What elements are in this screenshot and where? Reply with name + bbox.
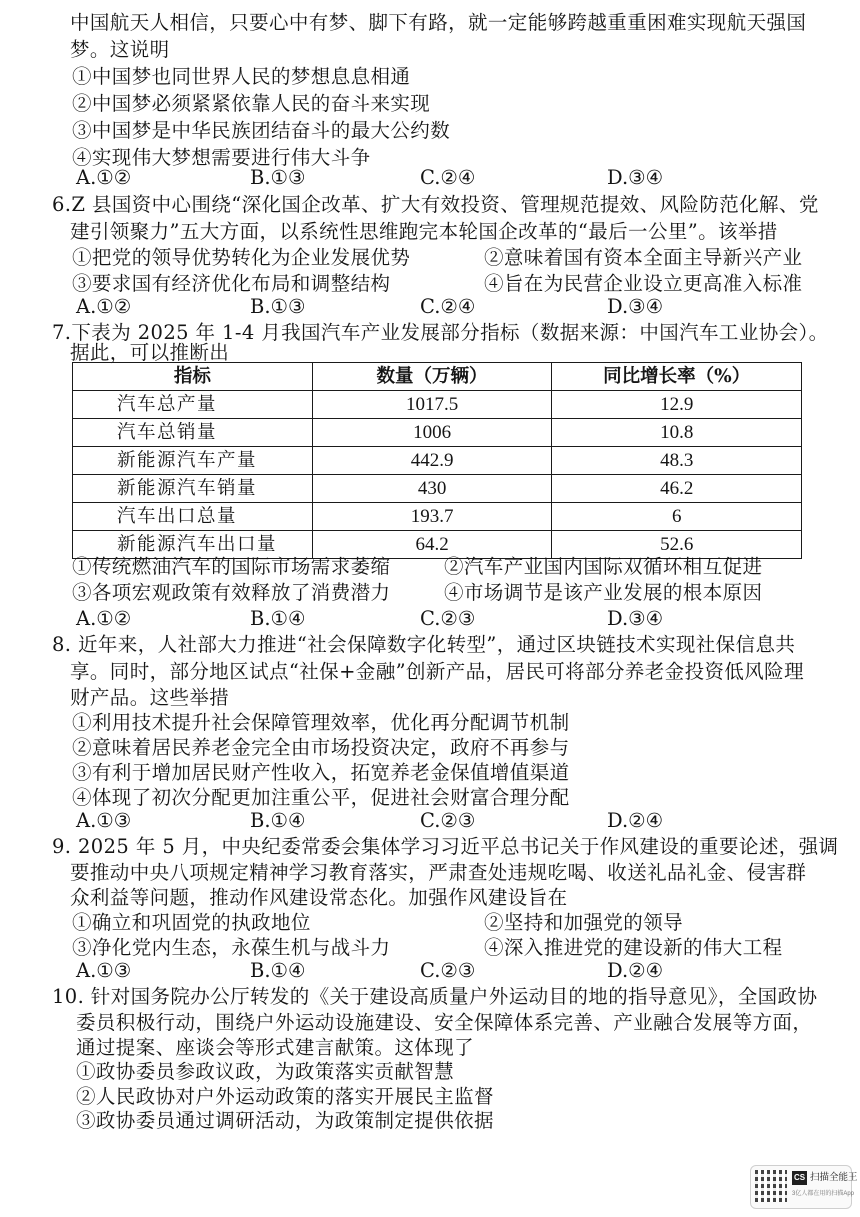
scanner-watermark [750, 1165, 858, 1209]
q6-line-1: 6.Z 县国资中心围绕“深化国企改革、扩大有效投资、管理规范提效、风险防范化解、党 [52, 193, 819, 216]
table-cell-growth: 12.9 [552, 391, 802, 419]
q9-line-1: 9. 2025 年 5 月，中央纪委常委会集体学习习近平总书记关于作风建设的重要论述，强调 [52, 835, 839, 858]
table-cell-indicator: 汽车出口总量 [73, 503, 313, 531]
q9-item-1: ①确立和巩固党的执政地位 [72, 911, 311, 934]
intro-choice-a: A.①② [76, 166, 132, 189]
q8-line-1: 8. 近年来，人社部大力推进“社会保障数字化转型”，通过区块链技术实现社保信息共 [52, 633, 796, 656]
q8-choice-a: A.①③ [76, 809, 132, 832]
q10-item-1: ①政协委员参政议政，为政策落实贡献智慧 [76, 1060, 455, 1083]
table-cell-indicator: 汽车总销量 [73, 419, 313, 447]
q6-line-2: 建引领聚力”五大方面，以系统性思维跑完本轮国企改革的“最后一公里”。该举措 [70, 220, 778, 243]
table-cell-indicator: 新能源汽车销量 [73, 475, 313, 503]
table-cell-indicator: 新能源汽车产量 [73, 447, 313, 475]
q8-choice-d: D.②④ [607, 809, 664, 832]
intro-choice-c: C.②④ [420, 166, 476, 189]
q9-item-4: ④深入推进党的建设新的伟大工程 [484, 936, 783, 959]
table-cell-quantity: 442.9 [312, 447, 552, 475]
auto-industry-table [72, 362, 802, 559]
table-row [73, 391, 802, 419]
table-cell-growth: 52.6 [552, 531, 802, 559]
q6-item-2: ②意味着国有资本全面主导新兴产业 [484, 246, 803, 269]
q9-line-2: 要推动中央八项规定精神学习教育落实，严肃查处违规吃喝、收送礼品礼金、侵害群 [70, 861, 807, 884]
q8-choice-b: B.①④ [250, 809, 306, 832]
q10-line-2: 委员积极行动，围绕户外运动设施建设、安全保障体系完善、产业融合发展等方面， [76, 1011, 813, 1034]
q7-item-2: ②汽车产业国内国际双循环相互促进 [444, 555, 763, 578]
q9-item-2: ②坚持和加强党的领导 [484, 911, 684, 934]
q7-choice-a: A.①② [76, 607, 132, 630]
q6-item-1: ①把党的领导优势转化为企业发展优势 [72, 246, 411, 269]
q9-item-3: ③净化党内生态，永葆生机与战斗力 [72, 936, 391, 959]
q8-item-1: ①利用技术提升社会保障管理效率，优化再分配调节机制 [72, 711, 570, 734]
table-cell-quantity: 1006 [312, 419, 552, 447]
table-cell-quantity: 430 [312, 475, 552, 503]
q10-line-1: 10. 针对国务院办公厅转发的《关于建设高质量户外运动目的地的指导意见》，全国政协 [52, 985, 818, 1008]
intro-choice-b: B.①③ [250, 166, 306, 189]
table-cell-quantity: 193.7 [312, 503, 552, 531]
q9-choice-d: D.②④ [607, 959, 664, 982]
table-cell-growth: 48.3 [552, 447, 802, 475]
q9-choice-b: B.①④ [250, 959, 306, 982]
intro-item-3: ③中国梦是中华民族团结奋斗的最大公约数 [72, 119, 451, 142]
table-cell-quantity: 64.2 [312, 531, 552, 559]
q9-line-3: 众利益等问题，推动作风建设常态化。加强作风建设旨在 [70, 886, 568, 909]
q9-choice-c: C.②③ [420, 959, 476, 982]
table-row [73, 447, 802, 475]
intro-line-1: 中国航天人相信，只要心中有梦、脚下有路，就一定能够跨越重重困难实现航天强国 [70, 11, 807, 34]
q10-item-2: ②人民政协对户外运动政策的落实开展民主监督 [76, 1085, 494, 1108]
q7-item-3: ③各项宏观政策有效释放了消费潜力 [72, 581, 391, 604]
q8-item-4: ④体现了初次分配更加注重公平，促进社会财富合理分配 [72, 786, 570, 809]
table-row [73, 419, 802, 447]
q6-choice-a: A.①② [76, 295, 132, 318]
q7-item-1: ①传统燃油汽车的国际市场需求萎缩 [72, 555, 391, 578]
table-header-row [73, 363, 802, 391]
q7-choice-d: D.③④ [607, 607, 664, 630]
table-row [73, 503, 802, 531]
watermark-subtitle: 3亿人都在用的扫描App [792, 1191, 855, 1197]
q7-line-2: 据此，可以推断出 [70, 341, 230, 364]
q10-item-3: ③政协委员通过调研活动，为政策制定提供依据 [76, 1109, 494, 1132]
q8-line-3: 财产品。这些举措 [70, 686, 230, 709]
q7-line-1: 7.下表为 2025 年 1-4 月我国汽车产业发展部分指标（数据来源：中国汽车工业协会）。 [52, 321, 829, 344]
q8-choice-c: C.②③ [420, 809, 476, 832]
table-row [73, 475, 802, 503]
table-cell-quantity: 1017.5 [312, 391, 552, 419]
watermark-brand: 扫描全能王 [810, 1172, 858, 1183]
table-cell-growth: 10.8 [552, 419, 802, 447]
intro-line-2: 梦。这说明 [70, 38, 170, 61]
table-header-indicator: 指标 [73, 363, 313, 391]
q6-choice-b: B.①③ [250, 295, 306, 318]
q7-choice-c: C.②③ [420, 607, 476, 630]
camscanner-logo: CS [792, 1171, 807, 1185]
q8-item-2: ②意味着居民养老金完全由市场投资决定，政府不再参与 [72, 736, 570, 759]
q6-choice-c: C.②④ [420, 295, 476, 318]
intro-item-2: ②中国梦必须紧紧依靠人民的奋斗来实现 [72, 92, 431, 115]
intro-item-4: ④实现伟大梦想需要进行伟大斗争 [72, 146, 371, 169]
table-cell-growth: 46.2 [552, 475, 802, 503]
q7-item-4: ④市场调节是该产业发展的根本原因 [444, 581, 763, 604]
intro-item-1: ①中国梦也同世界人民的梦想息息相通 [72, 65, 411, 88]
q9-choice-a: A.①③ [76, 959, 132, 982]
table-cell-indicator: 新能源汽车出口量 [73, 531, 313, 559]
q7-choice-b: B.①④ [250, 607, 306, 630]
q6-item-3: ③要求国有经济优化布局和调整结构 [72, 272, 391, 295]
table-header-growth: 同比增长率（%） [552, 363, 802, 391]
q6-item-4: ④旨在为民营企业设立更高准入标准 [484, 272, 803, 295]
table-cell-indicator: 汽车总产量 [73, 391, 313, 419]
table-header-quantity: 数量（万辆） [312, 363, 552, 391]
table-cell-growth: 6 [552, 503, 802, 531]
q8-line-2: 享。同时，部分地区试点“社保+金融”创新产品，居民可将部分养老金投资低风险理 [70, 660, 804, 683]
q10-line-3: 通过提案、座谈会等形式建言献策。这体现了 [76, 1036, 475, 1059]
q8-item-3: ③有利于增加居民财产性收入，拓宽养老金保值增值渠道 [72, 761, 570, 784]
intro-choice-d: D.③④ [607, 166, 664, 189]
q6-choice-d: D.③④ [607, 295, 664, 318]
